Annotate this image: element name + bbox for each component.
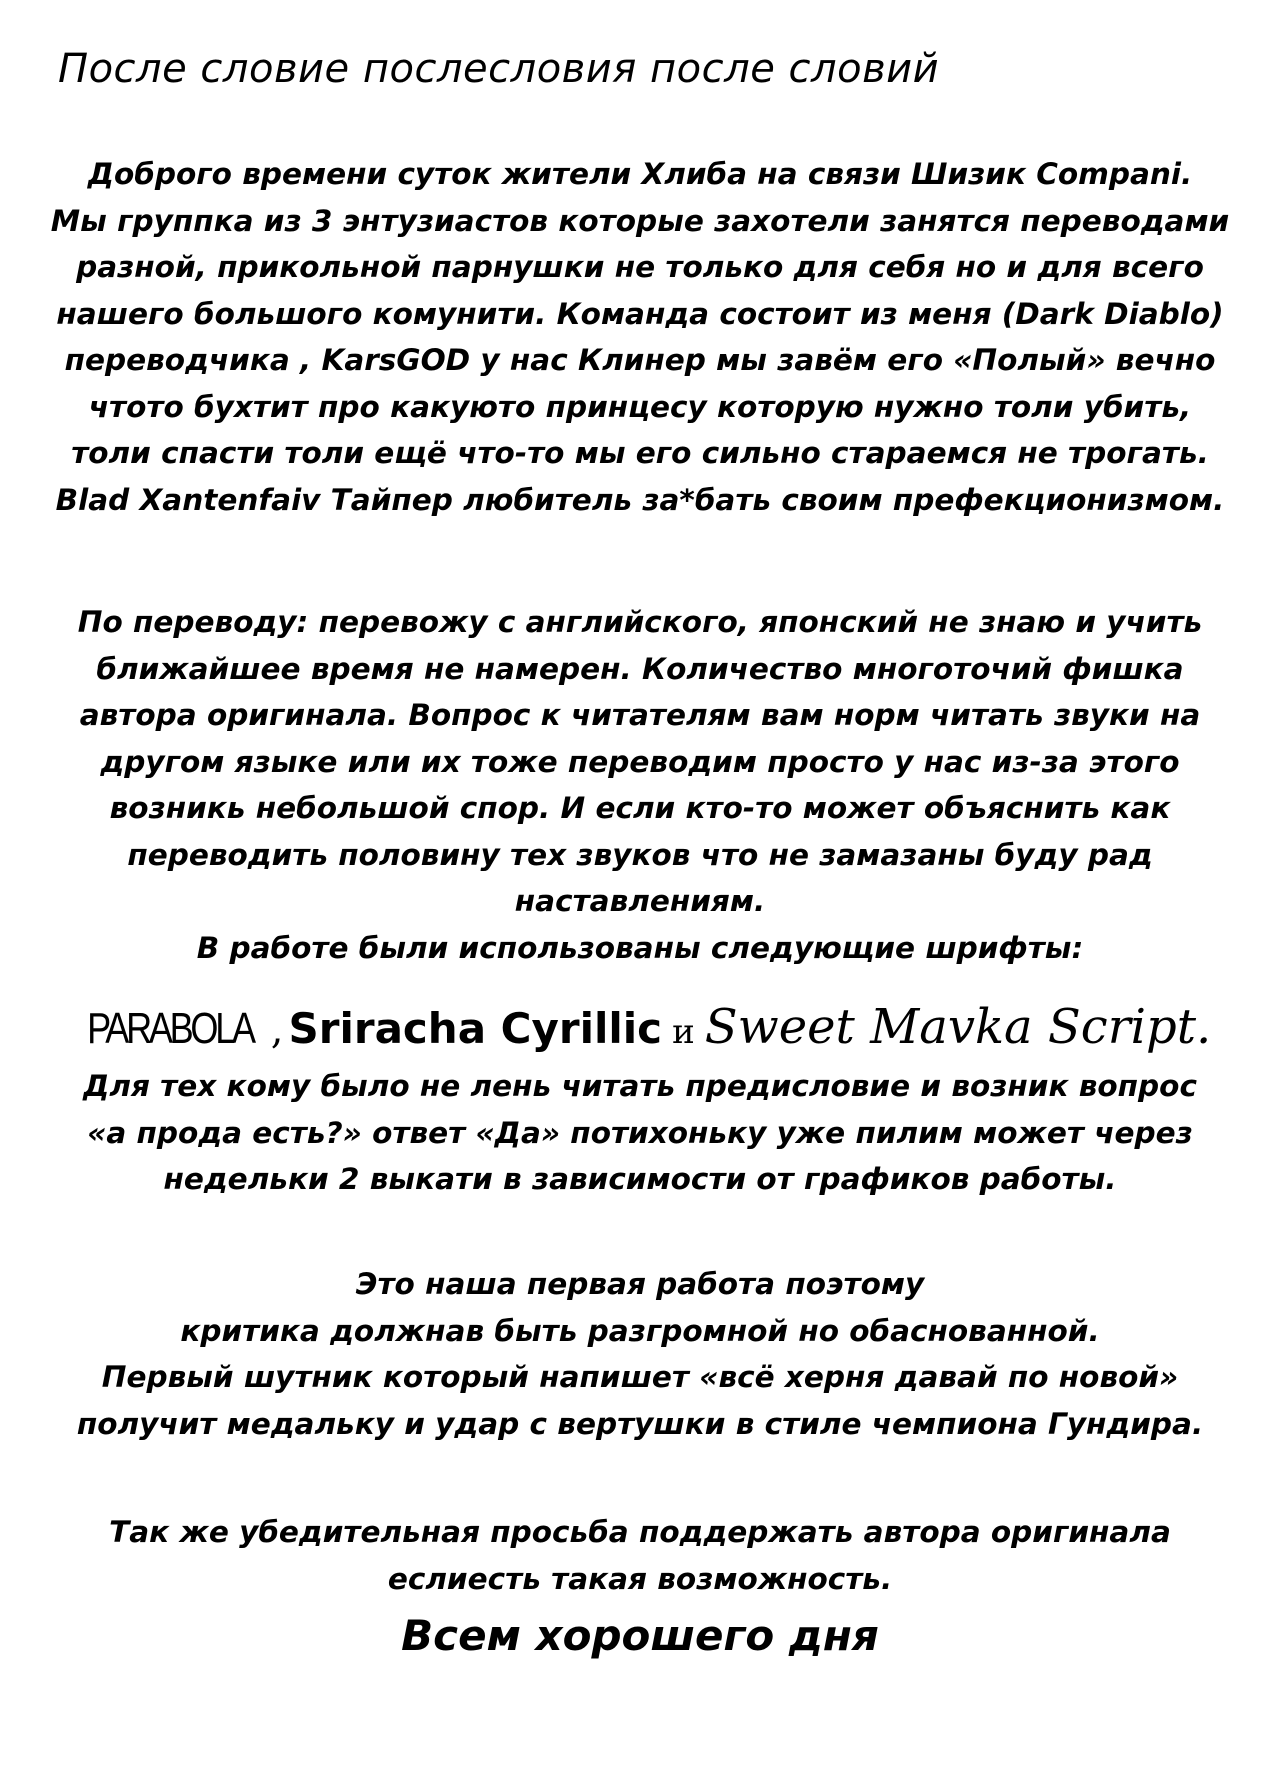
intro-line: Доброго времени суток жители Хлиба на связи Шизик Compani. — [87, 157, 1193, 191]
intro-line: Мы группка из 3 энтузиастов которые захотели занятся переводами — [50, 203, 1230, 238]
critique-paragraph — [0, 1267, 1280, 1441]
support-line: еслиесть такая возможность. — [387, 1561, 893, 1596]
translation-line: ближайшее время не намерен. Количество многоточий фишка — [96, 651, 1184, 686]
intro-line: Blad Xantenfaiv Тайпер любитель за*бать своим префекционизмом. — [55, 482, 1225, 517]
critique-line: Первый шутник который напишет «всё херня давай по новой» — [101, 1360, 1179, 1394]
intro-line: разной, прикольной парнушки не только для себя но и для всего — [76, 250, 1204, 284]
translation-paragraph — [0, 605, 1280, 965]
critique-line: критика должнав быть разгромной но обаснованной. — [180, 1313, 1100, 1348]
font-name-sweet-mavka: Sweet Mavka Script. — [704, 999, 1212, 1055]
critique-line: Это наша первая работа поэтому — [355, 1267, 925, 1301]
fonts-conjunction: и — [672, 1012, 695, 1052]
translation-line: другом языке или их тоже переводим просто у нас из-за этого — [100, 744, 1180, 779]
support-paragraph — [0, 1515, 1280, 1596]
page-title: После словие послесловия после словий — [58, 46, 940, 92]
translation-line: автора оригинала. Вопрос к читателям вам норм читать звуки на — [79, 698, 1201, 732]
continuation-line: недельки 2 выкати в зависимости от графиков работы. — [163, 1162, 1117, 1196]
support-line: Так же убедительная просьба поддержать автора оригинала — [109, 1515, 1171, 1549]
fonts-separator: , — [270, 1007, 284, 1053]
intro-line: нашего большого комунити. Команда состоит из меня (Dark Diablo) — [56, 296, 1224, 331]
intro-line: переводчика , KarsGOD у нас Клинер мы завём его «Полый» вечно — [64, 343, 1216, 377]
translation-line: наставлениям. — [514, 884, 766, 918]
critique-line: получит медальку и удар с вертушки в стиле чемпиона Гундира. — [76, 1406, 1204, 1441]
translation-line: возникь небольшой спор. И если кто-то может объяснить как — [109, 791, 1171, 825]
intro-paragraph — [0, 157, 1280, 517]
translation-line: По переводу: перевожу с английского, японский не знаю и учить — [77, 605, 1203, 639]
intro-line: чтото бухтит про какуюто принцесу которую нужно толи убить, — [88, 389, 1192, 424]
continuation-line: «а прода есть?» ответ «Да» потихоньку уже пилим может через — [87, 1115, 1193, 1150]
closing-greeting: Всем хорошего дня — [401, 1611, 879, 1660]
font-name-parabola: PARABOLA — [86, 1004, 253, 1053]
continuation-paragraph — [0, 1069, 1280, 1196]
intro-line: толи спасти толи ещё что-то мы его сильно стараемся не трогать. — [71, 436, 1209, 470]
translation-line: переводить половину тех звуков что не замазаны буду рад — [127, 837, 1153, 872]
fonts-list — [0, 999, 1280, 1055]
font-name-sriracha: Sriracha Cyrillic — [288, 1004, 663, 1053]
continuation-line: Для тех кому было не лень читать предисловие и возник вопрос — [83, 1069, 1197, 1103]
fonts-heading: В работе были использованы следующие шрифты: — [196, 930, 1084, 965]
